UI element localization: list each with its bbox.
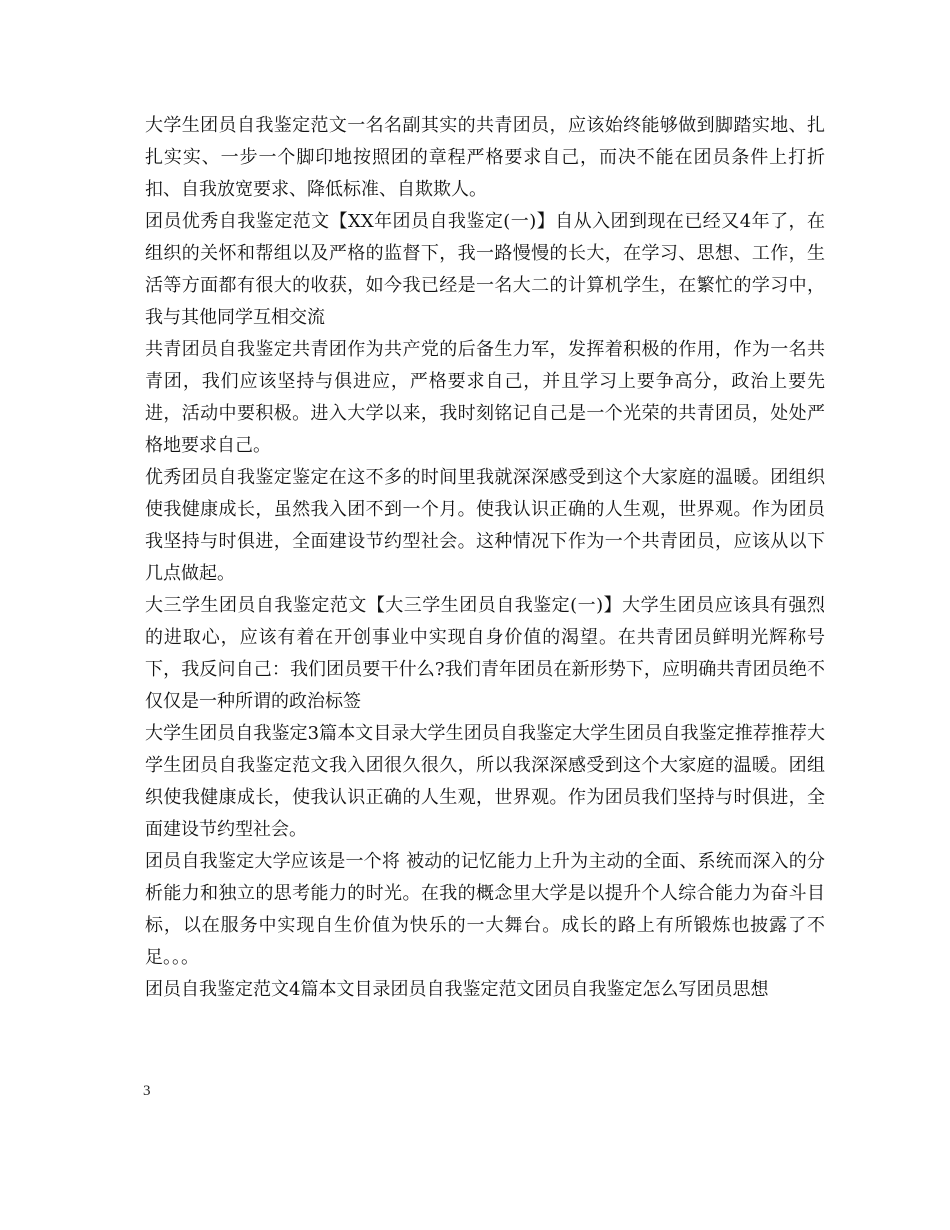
paragraph-1: 大学生团员自我鉴定范文一名名副其实的共青团员，应该始终能够做到脚踏实地、扎扎实实、一步一个脚印地按照团的章程严格要求自己，而决不能在团员条件上打折扣、自我放宽要求、降低标准、自欺欺人。 (145, 115, 825, 200)
paragraph-8: 团员自我鉴定范文4篇本文目录团员自我鉴定范文团员自我鉴定怎么写团员思想 (145, 979, 769, 1000)
paragraph-5: 大三学生团员自我鉴定范文【大三学生团员自我鉴定(一)】大学生团员应该具有强烈的进取心，应该有着在开创事业中实现自身价值的渴望。在共青团员鲜明光辉称号下，我反问自己：我们团员要干什么?我们青年团员在新形势下，应明确共青团员绝不仅仅是一种所谓的政治标签 (145, 595, 825, 712)
paragraph-4: 优秀团员自我鉴定鉴定在这不多的时间里我就深深感受到这个大家庭的温暖。团组织使我健康成长，虽然我入团不到一个月。使我认识正确的人生观，世界观。作为团员我坚持与时俱进，全面建设节约型社会。这种情况下作为一个共青团员，应该从以下几点做起。 (145, 467, 825, 584)
paragraph-2: 团员优秀自我鉴定范文【XX年团员自我鉴定(一)】自从入团到现在已经又4年了，在组织的关怀和帮组以及严格的监督下，我一路慢慢的长大，在学习、思想、工作，生活等方面都有很大的收获，如今我已经是一名大二的计算机学生，在繁忙的学习中，我与其他同学互相交流 (145, 211, 825, 328)
document-body (145, 110, 825, 1006)
paragraph-3: 共青团员自我鉴定共青团作为共产党的后备生力军，发挥着积极的作用，作为一名共青团，我们应该坚持与俱进应，严格要求自己，并且学习上要争高分，政治上要先进，活动中要积极。进入大学以来，我时刻铭记自己是一个光荣的共青团员，处处严格地要求自己。 (145, 339, 825, 456)
paragraph-6: 大学生团员自我鉴定3篇本文目录大学生团员自我鉴定大学生团员自我鉴定推荐推荐大学生团员自我鉴定范文我入团很久很久，所以我深深感受到这个大家庭的温暖。团组织使我健康成长，使我认识正确的人生观，世界观。作为团员我们坚持与时俱进，全面建设节约型社会。 (145, 723, 825, 840)
page-number: 3 (143, 1083, 151, 1099)
paragraph-7: 团员自我鉴定大学应该是一个将 被动的记忆能力上升为主动的全面、系统而深入的分析能力和独立的思考能力的时光。在我的概念里大学是以提升个人综合能力为奋斗目标，以在服务中实现自生价值为快乐的一大舞台。成长的路上有所锻炼也披露了不足。。。 (145, 851, 825, 968)
